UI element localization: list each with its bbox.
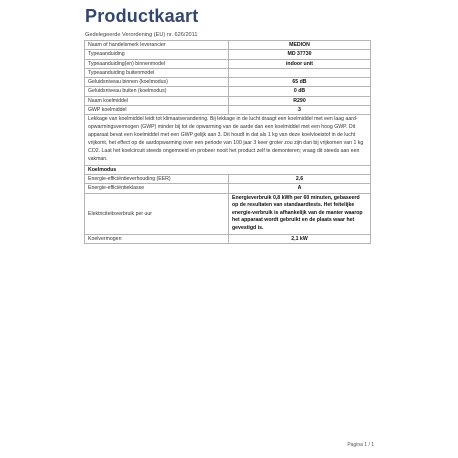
row-label: Energie-efficiëntieklasse <box>85 184 229 193</box>
page-number: Pagina 1 / 1 <box>347 442 374 448</box>
table-row <box>85 184 371 193</box>
refrigerant-note-row <box>85 115 371 165</box>
refrigerant-note: Lekkage van koelmiddel leidt tot klimaatverandering. Bij lekkage in de lucht draagt een koelmiddel met een laag aard-opwarmingsvermogen (GWP) minder bij tot de opwarming van de aarde dan een koelmiddel met een hoog GWP. Dit apparaat bevat een koelmiddel met een GWP gelijk aan 3. Dit houdt in dat als 1 kg van deze koelvloeistof in de lucht vrijkomt, het effect op de aardopwarming over een periode van 100 jaar 3 keer groter zou zijn dan bij vrijkomen van 1 kg CO2. Laat het koelcircuit steeds ongemoeid en probeer nooit het product zelf te demonteren; vraag dit steeds aan een vakman. <box>85 115 371 165</box>
row-value: MD 37730 <box>229 50 371 59</box>
row-value: R290 <box>229 96 371 105</box>
row-label: GWP koelmiddel <box>85 106 229 115</box>
row-value: indoor unit <box>229 59 371 68</box>
product-fiche-table <box>84 40 371 244</box>
table-row <box>85 68 371 77</box>
table-row <box>85 175 371 184</box>
row-label: Naam of handelsmerk leverancier <box>85 41 229 50</box>
row-label: Energie-efficiëntieverhouding (EER) <box>85 175 229 184</box>
row-value: MEDION <box>229 41 371 50</box>
row-label: Geluidsniveau buiten (koelmodus) <box>85 87 229 96</box>
table-row <box>85 41 371 50</box>
row-value: 3 <box>229 106 371 115</box>
table-row <box>85 234 371 243</box>
row-label: Geluidsniveau binnen (koelmodus) <box>85 78 229 87</box>
row-value: 2,6 <box>229 175 371 184</box>
row-label: Naam koelmiddel <box>85 96 229 105</box>
row-label: Typeaanduiding buitenmodel <box>85 68 229 77</box>
page-title: Productkaart <box>85 6 199 26</box>
table-row <box>85 96 371 105</box>
row-label: Typeaanduiding <box>85 50 229 59</box>
cooling-section-heading: Koelmodus <box>85 165 371 174</box>
regulation-reference: Gedelegeerde Verordening (EU) nr. 626/2011 <box>85 32 198 38</box>
row-label: Koelvermogen <box>85 234 229 243</box>
table-row <box>85 106 371 115</box>
row-value: 0 dB <box>229 87 371 96</box>
row-label: Elektriciteitsverbruik per uur <box>85 193 229 234</box>
table-row <box>85 59 371 68</box>
row-value: 65 dB <box>229 78 371 87</box>
row-value: 2,1 kW <box>229 234 371 243</box>
table-row <box>85 50 371 59</box>
row-label: Typeaanduiding(en) binnenmodel <box>85 59 229 68</box>
row-value <box>229 68 371 77</box>
row-value: A <box>229 184 371 193</box>
table-row <box>85 193 371 234</box>
table-row <box>85 87 371 96</box>
row-value: Energieverbruik 0,8 kWh per 60 minuten, gebaseerd op de resultaten van standaardtests. Het feitelijke energie-verbruik is afhankelijk van de manier waarop het apparaat wordt gebruikt en de plaats waar het gevestigd is. <box>229 193 371 234</box>
table-row <box>85 78 371 87</box>
section-header-row <box>85 165 371 174</box>
